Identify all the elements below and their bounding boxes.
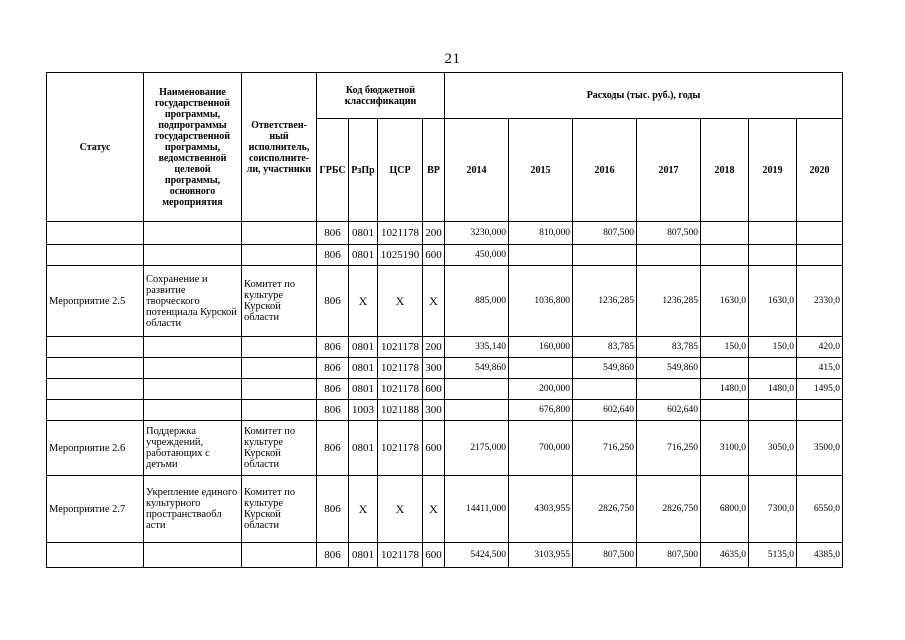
value-cell: 3230,000 <box>445 222 509 245</box>
status-cell <box>47 245 144 266</box>
rzpr-cell: 0801 <box>349 543 378 568</box>
value-cell: 602,640 <box>637 400 701 421</box>
csr-cell: 1025190 <box>378 245 423 266</box>
responsible-cell <box>242 337 317 358</box>
rzpr-cell: 0801 <box>349 358 378 379</box>
value-cell: 676,800 <box>509 400 573 421</box>
value-cell <box>797 222 843 245</box>
grbs-cell: 806 <box>317 222 349 245</box>
value-cell: 3103,955 <box>509 543 573 568</box>
csr-cell: 1021178 <box>378 337 423 358</box>
header-budget-code: Код бюджетной классификации <box>317 73 445 119</box>
csr-cell: 1021178 <box>378 358 423 379</box>
value-cell <box>749 400 797 421</box>
status-cell: Мероприятие 2.6 <box>47 421 144 476</box>
status-cell <box>47 337 144 358</box>
name-cell <box>144 245 242 266</box>
csr-cell: 1021178 <box>378 222 423 245</box>
value-cell: 885,000 <box>445 266 509 337</box>
csr-cell: X <box>378 266 423 337</box>
header-grbs: ГРБС <box>317 119 349 222</box>
table-row <box>47 266 843 337</box>
value-cell: 2330,0 <box>797 266 843 337</box>
name-cell <box>144 543 242 568</box>
value-cell: 5424,500 <box>445 543 509 568</box>
rzpr-cell: 1003 <box>349 400 378 421</box>
grbs-cell: 806 <box>317 266 349 337</box>
name-cell <box>144 222 242 245</box>
value-cell <box>797 245 843 266</box>
value-cell <box>701 400 749 421</box>
header-year: 2019 <box>749 119 797 222</box>
header-vr: ВР <box>423 119 445 222</box>
value-cell: 1495,0 <box>797 379 843 400</box>
table-row <box>47 222 843 245</box>
value-cell <box>797 400 843 421</box>
table-row <box>47 379 843 400</box>
value-cell: 83,785 <box>573 337 637 358</box>
table-row <box>47 543 843 568</box>
grbs-cell: 806 <box>317 358 349 379</box>
status-cell <box>47 358 144 379</box>
header-expenses: Расходы (тыс. руб.), годы <box>445 73 843 119</box>
value-cell: 83,785 <box>637 337 701 358</box>
header-rzpr: РзПр <box>349 119 378 222</box>
responsible-cell: Комитет по культуре Курской области <box>242 266 317 337</box>
header-year: 2018 <box>701 119 749 222</box>
value-cell: 807,500 <box>573 222 637 245</box>
vr-cell: 600 <box>423 421 445 476</box>
vr-cell: 600 <box>423 379 445 400</box>
header-year: 2015 <box>509 119 573 222</box>
responsible-cell <box>242 358 317 379</box>
value-cell <box>749 222 797 245</box>
value-cell <box>573 245 637 266</box>
value-cell: 549,860 <box>445 358 509 379</box>
value-cell: 4635,0 <box>701 543 749 568</box>
value-cell: 549,860 <box>637 358 701 379</box>
value-cell: 549,860 <box>573 358 637 379</box>
vr-cell: X <box>423 476 445 543</box>
csr-cell: 1021178 <box>378 421 423 476</box>
value-cell: 6800,0 <box>701 476 749 543</box>
name-cell: Сохранение и развитие творческого потенциала Курской области <box>144 266 242 337</box>
value-cell: 3500,0 <box>797 421 843 476</box>
value-cell: 2175,000 <box>445 421 509 476</box>
value-cell <box>509 245 573 266</box>
value-cell: 2826,750 <box>573 476 637 543</box>
value-cell: 3050,0 <box>749 421 797 476</box>
header-name: Наименование государственной программы, подпрограммы государственной программы, ведомственной целевой программы, основного мероприятия <box>144 73 242 222</box>
value-cell <box>749 245 797 266</box>
grbs-cell: 806 <box>317 543 349 568</box>
value-cell: 716,250 <box>573 421 637 476</box>
value-cell <box>573 379 637 400</box>
vr-cell: 300 <box>423 400 445 421</box>
value-cell: 700,000 <box>509 421 573 476</box>
status-cell <box>47 400 144 421</box>
vr-cell: 600 <box>423 245 445 266</box>
header-year: 2014 <box>445 119 509 222</box>
value-cell: 7300,0 <box>749 476 797 543</box>
value-cell: 810,000 <box>509 222 573 245</box>
value-cell: 160,000 <box>509 337 573 358</box>
vr-cell: 200 <box>423 337 445 358</box>
value-cell: 6550,0 <box>797 476 843 543</box>
value-cell: 150,0 <box>701 337 749 358</box>
value-cell <box>749 358 797 379</box>
responsible-cell <box>242 379 317 400</box>
value-cell: 420,0 <box>797 337 843 358</box>
value-cell: 5135,0 <box>749 543 797 568</box>
rzpr-cell: 0801 <box>349 379 378 400</box>
table-row <box>47 337 843 358</box>
name-cell <box>144 400 242 421</box>
value-cell: 4385,0 <box>797 543 843 568</box>
table-row <box>47 476 843 543</box>
grbs-cell: 806 <box>317 337 349 358</box>
rzpr-cell: X <box>349 476 378 543</box>
budget-table <box>46 72 843 568</box>
status-cell <box>47 379 144 400</box>
value-cell: 200,000 <box>509 379 573 400</box>
table-row <box>47 245 843 266</box>
value-cell: 1036,800 <box>509 266 573 337</box>
responsible-cell <box>242 543 317 568</box>
value-cell <box>445 400 509 421</box>
value-cell: 4303,955 <box>509 476 573 543</box>
header-csr: ЦСР <box>378 119 423 222</box>
vr-cell: 300 <box>423 358 445 379</box>
status-cell: Мероприятие 2.7 <box>47 476 144 543</box>
value-cell <box>445 379 509 400</box>
value-cell: 716,250 <box>637 421 701 476</box>
value-cell: 1480,0 <box>749 379 797 400</box>
value-cell: 2826,750 <box>637 476 701 543</box>
value-cell <box>637 245 701 266</box>
value-cell: 335,140 <box>445 337 509 358</box>
vr-cell: 200 <box>423 222 445 245</box>
grbs-cell: 806 <box>317 379 349 400</box>
page-number: 21 <box>444 51 461 67</box>
rzpr-cell: 0801 <box>349 222 378 245</box>
responsible-cell: Комитет по культуре Курской области <box>242 476 317 543</box>
rzpr-cell: 0801 <box>349 337 378 358</box>
vr-cell: X <box>423 266 445 337</box>
responsible-cell: Комитет по культуре Курской области <box>242 421 317 476</box>
responsible-cell <box>242 245 317 266</box>
responsible-cell <box>242 222 317 245</box>
name-cell: Поддержка учреждений, работающих с детьми <box>144 421 242 476</box>
value-cell: 14411,000 <box>445 476 509 543</box>
name-cell <box>144 337 242 358</box>
grbs-cell: 806 <box>317 400 349 421</box>
csr-cell: 1021178 <box>378 543 423 568</box>
rzpr-cell: 0801 <box>349 245 378 266</box>
value-cell: 807,500 <box>637 543 701 568</box>
csr-cell: 1021178 <box>378 379 423 400</box>
rzpr-cell: 0801 <box>349 421 378 476</box>
value-cell <box>701 358 749 379</box>
value-cell: 602,640 <box>573 400 637 421</box>
value-cell: 1630,0 <box>701 266 749 337</box>
responsible-cell <box>242 400 317 421</box>
value-cell <box>637 379 701 400</box>
csr-cell: X <box>378 476 423 543</box>
value-cell <box>701 222 749 245</box>
csr-cell: 1021188 <box>378 400 423 421</box>
status-cell <box>47 222 144 245</box>
header-year: 2016 <box>573 119 637 222</box>
rzpr-cell: X <box>349 266 378 337</box>
grbs-cell: 806 <box>317 476 349 543</box>
value-cell: 3100,0 <box>701 421 749 476</box>
header-status: Статус <box>47 73 144 222</box>
value-cell: 807,500 <box>573 543 637 568</box>
status-cell: Мероприятие 2.5 <box>47 266 144 337</box>
name-cell <box>144 379 242 400</box>
table-row <box>47 358 843 379</box>
name-cell: Укрепление единого культурного пространстваобл асти <box>144 476 242 543</box>
vr-cell: 600 <box>423 543 445 568</box>
value-cell: 450,000 <box>445 245 509 266</box>
header-year: 2017 <box>637 119 701 222</box>
value-cell: 1236,285 <box>637 266 701 337</box>
value-cell <box>701 245 749 266</box>
status-cell <box>47 543 144 568</box>
value-cell: 1236,285 <box>573 266 637 337</box>
value-cell <box>509 358 573 379</box>
value-cell: 1480,0 <box>701 379 749 400</box>
table-row <box>47 400 843 421</box>
grbs-cell: 806 <box>317 421 349 476</box>
header-year: 2020 <box>797 119 843 222</box>
grbs-cell: 806 <box>317 245 349 266</box>
value-cell: 1630,0 <box>749 266 797 337</box>
value-cell: 150,0 <box>749 337 797 358</box>
value-cell: 415,0 <box>797 358 843 379</box>
value-cell: 807,500 <box>637 222 701 245</box>
header-responsible: Ответствен-ный исполнитель, соисполните-ли, участники <box>242 73 317 222</box>
table-row <box>47 421 843 476</box>
name-cell <box>144 358 242 379</box>
